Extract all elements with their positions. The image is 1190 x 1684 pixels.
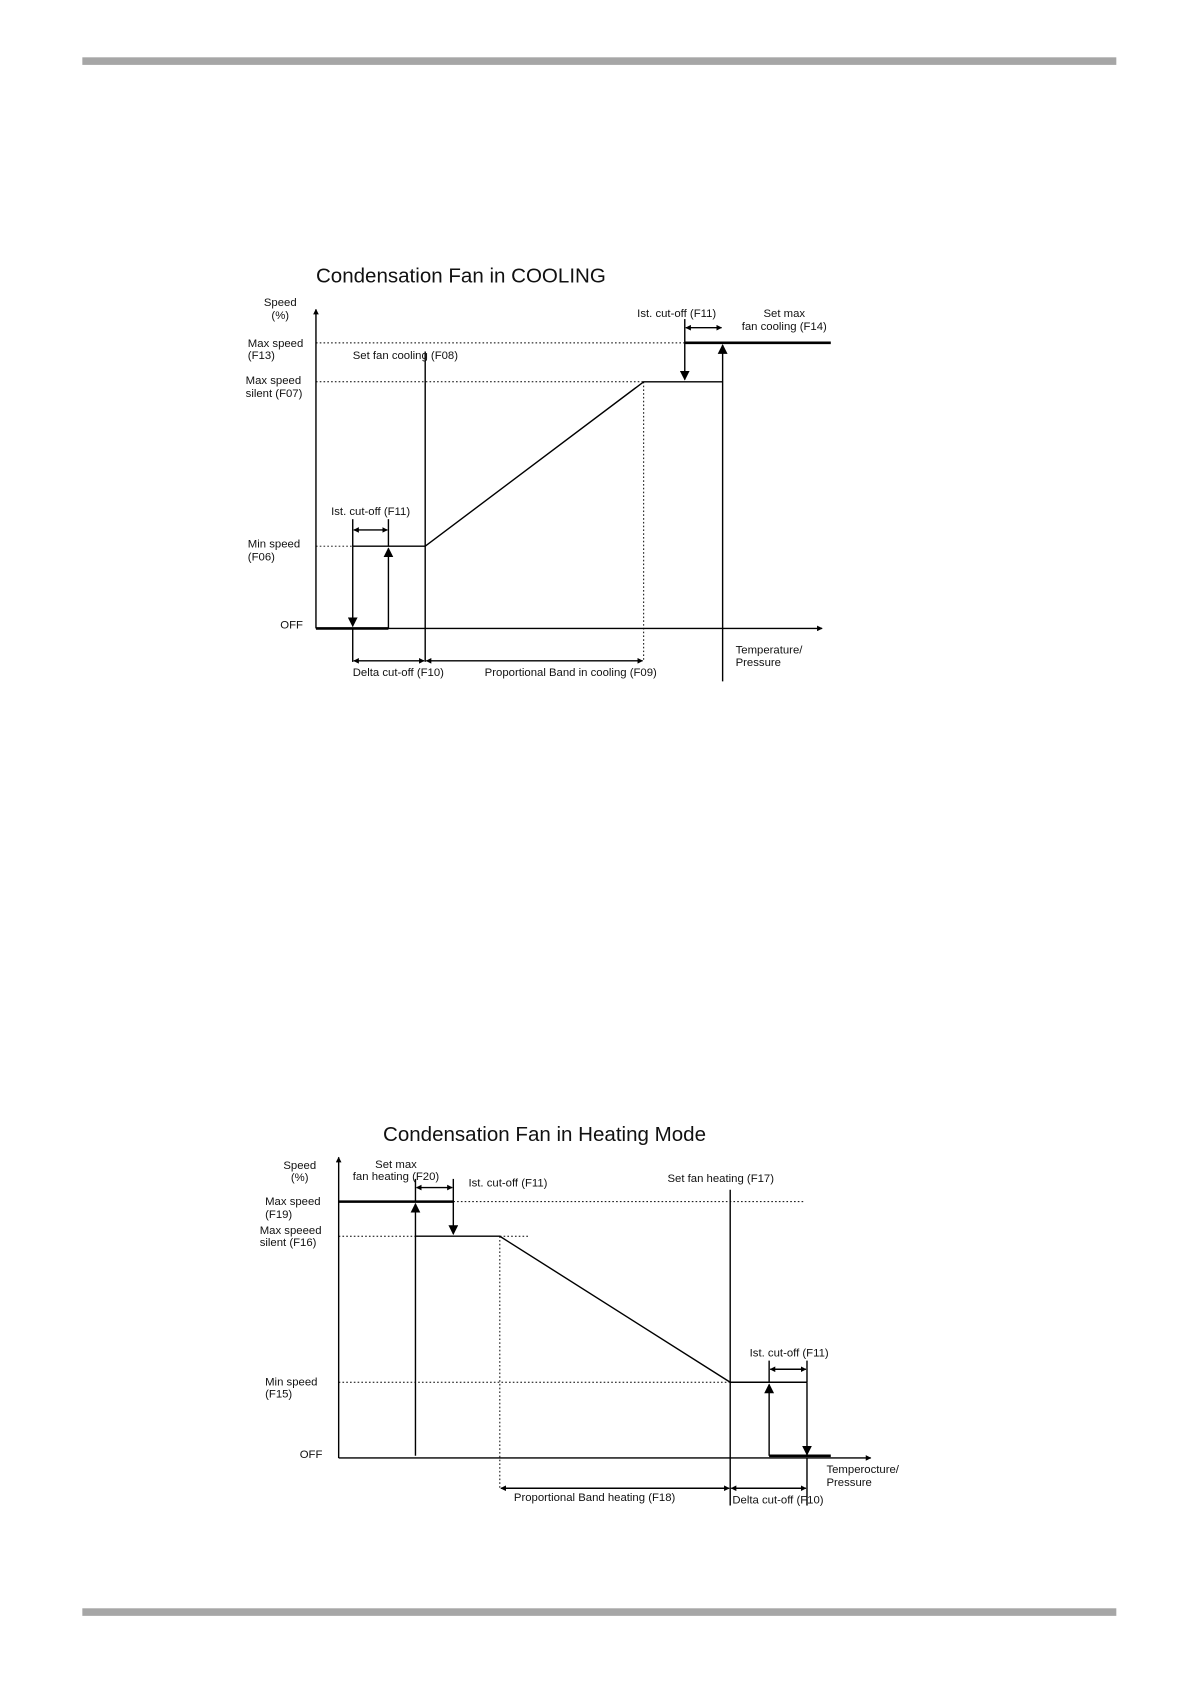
annotation: Ist. cut-off (F11) — [468, 1177, 548, 1190]
annotation: Set fan heating (F17) — [667, 1173, 775, 1186]
level-label: Max speed — [265, 1195, 321, 1208]
level-label: (F13) — [247, 350, 275, 363]
level-label: Max speed — [245, 374, 302, 387]
annotation: Proportional Band heating (F18) — [513, 1492, 676, 1505]
annotation: Delta cut-off (F10) — [732, 1494, 824, 1507]
annotation: Delta cut-off (F10) — [352, 666, 444, 679]
level-label: Max speeed — [259, 1225, 322, 1238]
x-label: Pressure — [735, 657, 782, 670]
level-label: OFF — [280, 619, 303, 632]
annotation: Ist. cut-off (F11) — [749, 1347, 829, 1360]
heating-title: Condensation Fan in Heating Mode — [383, 1123, 707, 1147]
level-label: silent (F07) — [245, 387, 303, 400]
level-label: (F15) — [265, 1388, 293, 1401]
footer-rule — [82, 1608, 1116, 1616]
x-label: Temperocture/ — [826, 1464, 899, 1477]
y-label: (%) — [271, 310, 290, 323]
x-label: Temperature/ — [735, 644, 803, 657]
speed-curve — [415, 1236, 807, 1382]
cooling-title: Condensation Fan in COOLING — [315, 264, 606, 288]
annotation: fan heating (F20) — [352, 1170, 440, 1183]
y-label: Speed — [283, 1160, 317, 1173]
header-rule — [82, 57, 1116, 65]
heating-diagram — [260, 1123, 900, 1506]
speed-curve — [353, 382, 723, 546]
level-label: (F06) — [247, 551, 275, 564]
annotation: fan cooling (F14) — [741, 320, 827, 333]
y-label: (%) — [290, 1172, 309, 1185]
annotation: Set max — [375, 1159, 417, 1172]
level-label: OFF — [299, 1448, 323, 1461]
level-label: Min speed — [247, 538, 301, 551]
level-label: Max speed — [247, 338, 304, 351]
level-label: (F19) — [265, 1208, 293, 1221]
level-label: silent (F16) — [259, 1236, 317, 1249]
annotation: Ist. cut-off (F11) — [331, 505, 411, 518]
annotation: Proportional Band in cooling (F09) — [484, 666, 657, 679]
y-label: Speed — [263, 297, 297, 310]
annotation: Set fan cooling (F08) — [352, 350, 459, 363]
level-label: Min speed — [265, 1376, 318, 1389]
annotation: Ist. cut-off (F11) — [637, 307, 717, 320]
annotation: Set max — [763, 307, 806, 320]
x-label: Pressure — [826, 1477, 872, 1490]
cooling-diagram — [246, 264, 831, 681]
